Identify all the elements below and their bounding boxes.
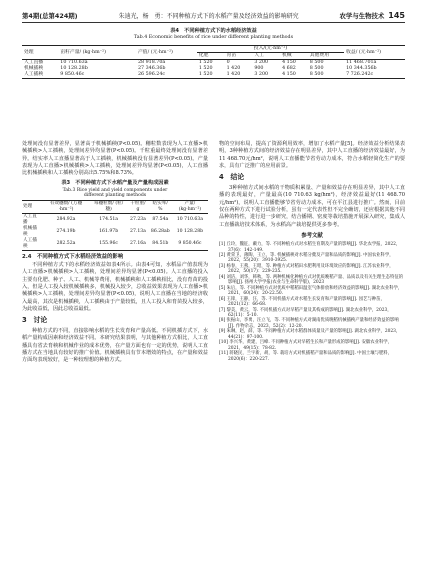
paragraph: 种植方式的不同，直接影响水稻的生长发育和产量高低。不同机插方式下，水稻产量构成因素和经济效益不同。本研究结果表明，与其他种植方式相比，人工直播具有省去育秧和机械作业的成本优势，在产量方面也有一定的优势，说明人工直播方式在当地具有较好的推广价值。机械插秧具有节本增效的特点，在产量和效益方面均表现较好，是一种较理想的种植方式。 [22,328,208,364]
table4-cell: 10 710.63a [60,60,88,65]
table4-cell: 3 200 [254,72,269,77]
table3-cell: 284.92a [56,216,76,222]
paragraph: 不同种植方式下的水稻经济效益如表4所示。由表4可知，水稻品产值表现为人工直播>机械插秧>人工插秧，处理间差异均显著(P<0.05)。人工直播的投入主要有化肥、种子、人工、机械等费用，机械插秧和人工插秧相比，没有育苗的投入，但是人工投入较机械插秧多，机械投入较少，总收益效果表现为人工直播>机械插秧>人工插秧，处理间差异均显著(P<0.05)，说明人工直播在当地的经济收入最高，其次是机械插秧，人工插秧由于产量较低，且人工投入和育苗投入较多，为此收益低，因此总收益最低。 [22,262,208,312]
table3-header: 结实率/ % [152,200,168,212]
table4-header-profit: 收益/ (元·hm⁻²) [346,49,381,55]
table4-title-cn: 表4 不同种植方式下的水稻经济效益 [170,28,257,34]
table-row [22,238,208,251]
table3-cell: 10 710.63a [176,216,203,222]
table4-cell: 26 596.24c [138,72,166,77]
table4-cell: 27 346.36b [138,66,166,71]
issue-label: 第4期(总第424期) [22,12,78,20]
reference-item: [10] 李兴华，黄建，吕峰. 不同种植方式对早稻生长和产量形成的影响[J]. 安徽农业科学，2021，49(15)：78-82. [219,340,392,351]
table3-cell: 人工直播 [23,213,37,225]
reference-item: [6] 王锋，王静，汪，等. 不同机插方式对水稻生长发育和产量的影响[J]. 园艺与种苗，2021(12)：66-68. [219,296,385,308]
table-row [22,213,208,226]
header-rule [22,22,405,23]
reference-item: [2] 黄荣卫，薄陶，王立，等. 机械插秧对水稻分蘖及产量和品质的影响[J]. 中国农业科学，2022，55(20)：3910-3925. [219,253,394,264]
table4-cell: 4 150 [282,72,296,77]
reference-item: [5] 朱后，等. 不同种植方式对优质中稻稻田温室气体排放和经济效益的影响[J]. 湖北农业科学，2021，60(24)：20-22.50. [219,285,403,297]
table4-cell: 4 682 [282,66,296,71]
page-number: 145 [388,11,405,20]
article-title-short: 朱迪光，杨 勇：不同种植方式下的水稻产量及经济效益的影响研究 [118,13,299,20]
table3 [22,200,208,251]
table3-cell: 机械插秧 [23,225,37,237]
table4-cell: 7 726.242c [346,72,374,77]
table4-cell: 10 344.356b [346,66,377,71]
table-row [22,226,208,238]
table3-cell: 161.97b [99,228,119,234]
table4-header-input-col: 育苗 [226,53,237,58]
reference-item: [1] 丘玲，魏征，戴力，等. 不同种植方式对水稻生育期及产量的影响[J]. 华北农学报，2022，37(6)：142-149. [219,242,401,253]
table3-header: 每穗粒数/ (粒/穗) [93,200,124,212]
section-heading-4: 4 结论 [219,173,245,182]
table4-header-input-col: 化肥 [198,53,209,58]
table3-cell: 27.16a [130,240,146,246]
table4-cell: 9 850.46c [60,72,85,77]
table3-header: 处理 [23,203,33,209]
table3-title-en-1: Tab.3 Rice yield and yield components under [62,187,168,193]
running-header [22,6,405,20]
table3-cell: 274.19b [56,228,76,234]
table4 [22,45,405,79]
table4-cell: 人工直播 [24,60,44,65]
table4-cell: 机械插秧 [24,66,44,71]
table4-cell: 1 420 [226,66,241,71]
table4-cell: 1 420 [226,72,241,77]
section-heading-2-4: 2.4 不同种植方式下水稻经济效益的影响 [22,253,124,260]
section-heading-3: 3 讨论 [22,316,48,325]
table3-cell: 155.96c [99,240,118,246]
table4-cell: 8 500 [309,72,324,77]
paragraph: 物的空间布局，提高了资源利用效率，增加了水稻产量[5]。经济效益分析结果表明，3种种植方式间的经济效益存在明显差异，其中人工直播的经济效益最好，为11 468.70元/hm²，说明人工直播能节省劳动力成本，符合水稻轻简化生产的要求，具有广泛推广的应用前景。 [219,141,405,169]
table4-title-en: Tab.4 Economic benefits of rice under different planting methods [133,35,294,40]
table4-cell: 8 500 [309,66,324,71]
table3-cell: 174.51a [99,216,119,222]
table4-header-treatment: 处理 [24,49,34,55]
table3-cell: 27.23a [130,216,146,222]
reference-item: [3] 杨春，王燕，王昭，等. 种植方式对稻田水肥利用及环境效应的影响[J]. 江苏农业科学，2022，50(17)：229-235. [219,263,394,275]
table4-cell: 1 520 [198,60,213,65]
table3-cell: 人工插秧 [23,237,37,249]
table3-cell: 86.28ab [150,228,170,234]
table4-caption [22,27,405,40]
section-label [340,11,405,20]
table4-cell: 10 128.28b [60,66,88,71]
table3-title-cn: 表3 不同种植方式下水稻产量及产量构成因素 [61,180,169,187]
table4-cell: 4 150 [282,60,296,65]
right-column [219,141,405,362]
reference-item: [9] 朱琳，赵，薛，等. 不同种植方式对水稻群体质量及产量的影响[J]. 湖北农业科学，2023，44(21)：97-100. [219,329,401,340]
table4-header-output: 产值/ (元·hm⁻²) [138,49,173,55]
paragraph: 3种种植方式间水稻的干物质积累量、产量和效益存在明显差异，其中人工直播的表现最好，产量最高(10 710.63 kg/hm²)，经济效益最好(11 468.70元/hm²)，说明人工直播能够节省劳动力成本，可在平江县进行推广。然而，目前仅在两种方式下进行试验分析，虽有一定代表性但不完全确切，还应根据其他不同品种的特性，进行进一步研究，结合播期、密度等栽培措施开展深入研究，集成人工直播栽培技术体系，为水稻高产栽培提供更多参考。 [219,185,405,228]
table4-cell: 900 [254,66,264,71]
table4-cell: 8 500 [309,60,324,65]
table3-cell: 9 850.46c [178,240,202,246]
table4-header-input: 投入/(元·hm⁻²) [197,46,344,53]
references-heading: 参考文献 [301,232,323,239]
table3-cell: 84.51b [152,240,169,246]
table4-header-yield: 亩籽产量/ (kg·hm⁻²) [60,49,106,55]
table4-cell: 11 468.701a [346,60,377,65]
table4-cell: 3 200 [254,60,269,65]
table3-header: 千粒重/ g [130,200,146,212]
table4-cell: 人工插秧 [24,72,44,77]
table4-cell: 0 [226,60,230,65]
table4-cell: 1 520 [198,72,213,77]
reference-item: [8] 张振山，李勇，汪立飞，等. 不同种植方式对湖南优质晚稻机械插秧产量和经济效益的影响[J]. 作物杂志，2023，52(2)：12-20. [219,318,399,329]
left-column [22,141,208,365]
table3-cell: 282.52a [56,240,76,246]
table3-header: 产量/ (kg·hm⁻²) [178,200,202,212]
table4-header-input-col: 机械 [282,53,292,58]
table3-cell: 87.54a [152,216,169,222]
section-name: 农学与生物技术 [339,12,385,20]
table4-cell: 1 520 [198,66,213,71]
table-row [22,72,405,79]
table4-header-input-col: 人工 [254,53,264,58]
paragraph: 处理间没有显著差异，显著高于机械插秧(P<0.05)。穗粒数表现为人工直播>机械插秧>人工插秧，处理间差异均显著(P<0.05)。千粒重最终处理间没有显著差异。结实率人工直播显著高于人工插秧，机械插秧没有显著差异(P<0.05)。产量表现为人工直播>机械插秧>人工插秧，处理间差异均显著(P<0.05)，人工直播比机械插秧和人工插秧分别高出5.75%和8.73%。 [22,141,208,177]
table3-cell: 27.13a [130,228,146,234]
table4-cell: 28 918.70a [138,60,166,65]
table3-cell: 10 128.28b [176,228,204,234]
table3-title-en-2: different planting methods [83,193,147,199]
table3-caption [22,180,208,198]
table4-header-input-col: 其他费用 [309,53,329,58]
reference-item: [11] 蒋晓民，兰宇新，胡，等. 栽培方式对机插稻产量和品质的影响[J]. 中国土壤与肥料，2020(6)：220-227. [219,351,392,362]
reference-item: [7] 黎美，黄云，等. 不同机插方式对早稻产量及其构成的影响[J]. 湖北农业科学，2023，62(11)：5-10. [219,307,392,318]
reference-item: [4] 刘洁，刘华，韩秋，等. 两种机械化种植方式对优质晚稻产量、品质以及有关生理生态特征的影响[J]. 扬州大学学报(农业与生命科学版)，2023 [219,274,404,286]
table3-header: 有效穗数/ (万穗·hm⁻²) [49,200,83,212]
references-list [219,242,405,362]
